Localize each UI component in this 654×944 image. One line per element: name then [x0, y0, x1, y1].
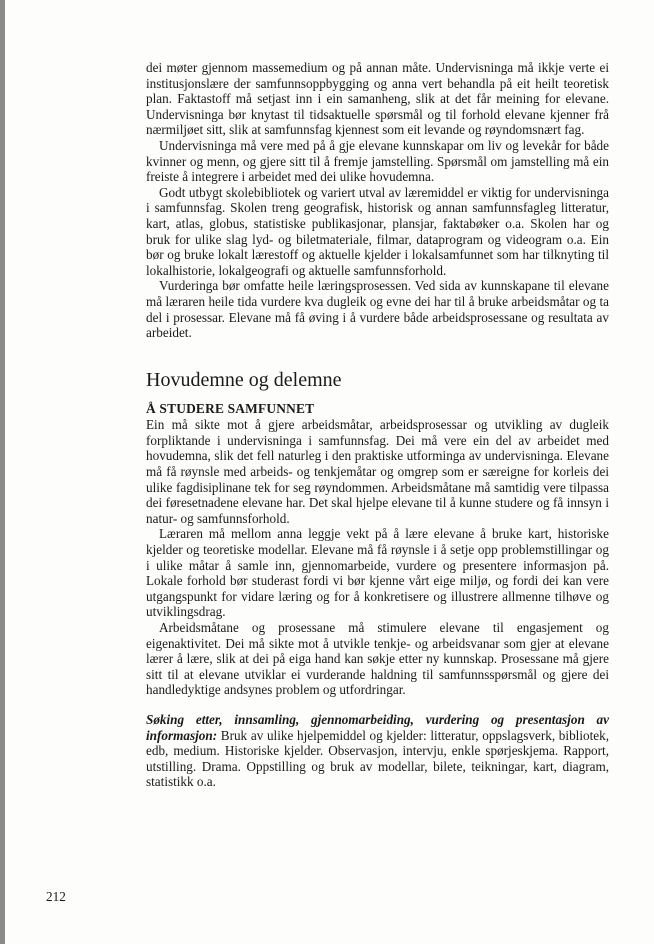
text-column	[146, 60, 609, 790]
page-edge-shadow	[0, 0, 5, 944]
paragraph-equality: Undervisninga må vere med på å gje elevane kunnskapar om liv og levekår for både kvinner og menn, og gjere sitt til å fremje jamstelling. Spørsmål om jamstelling må ein freiste å integrere i arbeidet med dei ulike hovudemna.	[146, 137, 609, 185]
paragraph-teacher: Læraren må mellom anna leggje vekt på å lære elevane å bruke kart, historiske kjelder og teoretiske modellar. Elevane må få røynsle i å setje opp problemstillingar og i ulike måtar å samle inn, gjennomarbeide, vurdere og presentere informasjon på. Lokale forhold bør studerast fordi vi bør kjenne vårt eige miljø, og fordi dei kan vere utgangspunkt for vidare læring og for å konkretisere og illustrere allmenne tilhøve og utviklingsdrag.	[146, 526, 609, 620]
paragraph-continuation: dei møter gjennom massemedium og på annan måte. Undervisninga må ikkje verte ei institusjonslære der samfunnsoppbygging og anna vert behandla på eit heilt teoretisk plan. Faktastoff må setjast inn i ein samanheng, slik at det får meining for elevane. Undervisninga bør knytast til tidsaktuelle spørsmål og til forhold elevane kjenner frå nærmiljøet sitt, slik at samfunnsfag kjennest som eit levande og røyndomsnært fag.	[146, 60, 609, 138]
paragraph-methods: Ein må sikte mot å gjere arbeidsmåtar, arbeidsprosessar og utvikling av dugleik forpliktande i undervisninga i samfunnsfag. Dei må vere ein del av arbeidet med hovudemna, slik det fell naturleg i den praktiske utforminga av undervisninga. Elevane må få røynsle med arbeids- og tenkjemåtar og omgrep som er særeigne for korleis dei ulike fagdisiplinane tek for seg røyndommen. Arbeidsmåtane må samtidig vere tilpassa dei føresetnadene elevane har. Det skal hjelpe elevane til å kunne studere og få innsyn i natur- og samfunnsforhold.	[146, 417, 609, 526]
paragraph-information-work	[146, 712, 609, 790]
paragraph-library: Godt utbygt skolebibliotek og variert utval av læremiddel er viktig for undervisninga i samfunnsfag. Skolen treng geografisk, historisk og annan samfunnsfagleg litteratur, kart, atlas, globus, statistiske publikasjonar, plansjar, faktabøker o.a. Skolen har og bruk for ulike slag lyd- og biletmateriale, filmar, dataprogram og videogram o.a. Ein bør og bruke lokalt lærestoff og aktuelle kjelder i lokalsamfunnet som har tilknyting til lokalhistorie, lokalgeografi og aktuelle samfunnsforhold.	[146, 184, 609, 278]
paragraph-lead-in: Søking etter, innsamling, gjennomarbeiding, vurdering og presentasjon av informasjon:	[146, 711, 609, 743]
section-heading: Hovudemne og delemne	[146, 368, 342, 391]
subheading: Å STUDERE SAMFUNNET	[146, 400, 315, 416]
spacer	[146, 698, 609, 712]
paragraph-processes: Arbeidsmåtane og prosessane må stimulere elevane til engasjement og eigenaktivitet. Dei må sikte mot å utvikle tenkje- og arbeidsvanar som gjer at elevane lærer å lære, slik at dei på eiga hand kan søkje etter ny kunnskap. Prosessane må gjere sitt til at elevane utviklar ei vurderande haldning til samfunnsspørsmål og gjere dei handledyktige andsynes problem og utfordringar.	[146, 620, 609, 698]
paragraph-assessment: Vurderinga bør omfatte heile læringsprosessen. Ved sida av kunnskapane til elevane må læraren heile tida vurdere kva dugleik og evne dei har til å bruke arbeidsmåtar og ta del i prosessar. Elevane må få øving i å vurdere både arbeidsprosessane og resultata av arbeidet.	[146, 278, 609, 341]
page-number: 212	[46, 889, 66, 904]
paragraph-lead-body: Bruk av ulike hjelpemiddel og kjelder: litteratur, oppslagsverk, bibliotek, edb, medium. Historiske kjelder. Observasjon, intervju, enkle spørjeskjema. Rapport, utstilling. Drama. Oppstilling og bruk av modellar, bilete, teikningar, kart, diagram, statistikk o.a.	[146, 727, 609, 790]
